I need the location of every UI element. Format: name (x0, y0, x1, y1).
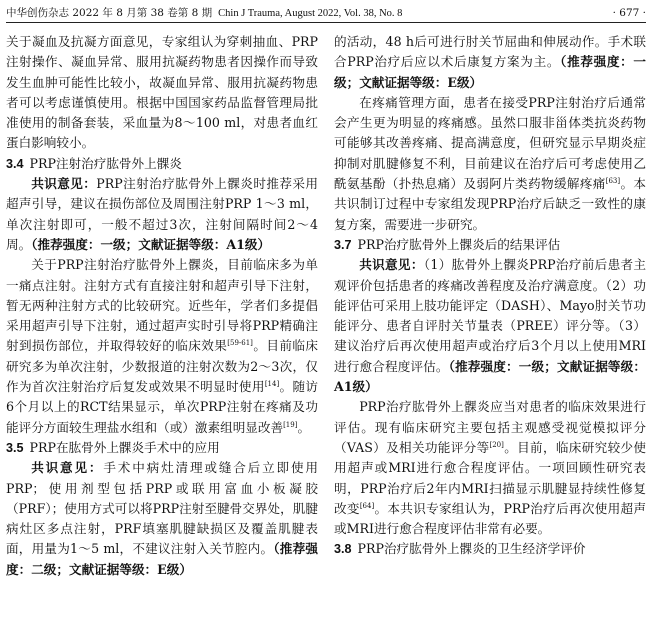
recommendation-strength: （推荐强度：一级；文献证据等级：E级） (334, 54, 647, 90)
section-heading-3-7 (334, 235, 646, 255)
right-column (334, 32, 646, 560)
consensus-paragraph-3-4 (6, 174, 318, 255)
consensus-lead: 共识意见： (31, 460, 104, 476)
section-title: PRP治疗肱骨外上髁炎的卫生经济学评价 (357, 541, 586, 557)
journal-name-cn: 中华创伤杂志 2022 年 8 月第 38 卷第 8 期 (6, 7, 213, 19)
consensus-text: （1）肱骨外上髁炎PRP治疗前后患者主观评价包括患者的疼痛改善程度及治疗满意度。（2）功能评估可采用上肢功能评定（DASH）、Mayo肘关节功能评分、患者自评肘关节量表（PREE）评分等。（3）建议治疗后再次使用超声或治疗后3个月以上使用MRI进行愈合程度评估。 (334, 257, 646, 374)
paragraph-coagulation: 关于凝血及抗凝方面意见，专家组认为穿刺抽血、PRP注射操作、凝血异常、服用抗凝药物患者因操作而导致发生血肿可能性比较小，故凝血异常、服用抗凝药物患者可以考虑谨慎使用。根据中国国家药品监督管理局批准使用的制备套装，采血量为8～100 ml，对患者血红蛋白影响较小。 (6, 34, 318, 151)
text-run: 。目前临床研究多为单次注射，少数报道的注射次数为2～3次，仅作为首次注射治疗后复发或效果不明显时使用 (6, 338, 318, 395)
section-number: 3.5 (6, 440, 24, 455)
text-run: 关于PRP注射治疗肱骨外上髁炎，目前临床多为单一痛点注射。注射方式有直接注射和超声引导下注射，暂无两种注射方式的比较研究。近些年，学者们多提倡采用超声引导下注射，通过超声实时引导将PRP精确注射到损伤部位，并取得较好的临床效果 (6, 257, 318, 354)
journal-name-en: Chin J Trauma, August 2022, Vol. 38, No. 8 (218, 8, 403, 19)
text-run: 。目前，临床研究较少使用超声或MRI进行愈合程度评估。一项回顾性研究表明，PRP治疗后2年内MRI扫描显示肌腱显持续性修复改变 (334, 439, 647, 516)
paragraph-pain-management (334, 93, 646, 235)
citation-ref[interactable]: [14] (264, 379, 280, 388)
text-run: PRP治疗肱骨外上髁炎应当对患者的临床效果进行评估。现有临床研究主要包括主观感受视觉模拟评分（VAS）及相关功能评分等 (334, 399, 646, 455)
citation-ref[interactable]: [63] (605, 176, 621, 185)
paragraph-outcome-evaluation (334, 397, 646, 539)
section-heading-3-8 (334, 539, 646, 559)
consensus-text: PRP注射治疗肱骨外上髁炎时推荐采用超声引导，建议在损伤部位及周围注射PRP 1～3 ml，单次注射即可，一般不超过3次，注射间隔时间2～4周。 (6, 176, 318, 252)
consensus-paragraph-3-7 (334, 255, 646, 397)
section-title: PRP在肱骨外上髁炎手术中的应用 (29, 439, 220, 455)
section-heading-3-4 (6, 154, 318, 174)
recommendation-strength: （推荐强度：二级；文献证据等级：E级） (6, 541, 318, 577)
section-title: PRP注射治疗肱骨外上髁炎 (29, 155, 182, 171)
citation-ref[interactable]: [20] (489, 440, 504, 449)
paragraph-injection-method (6, 255, 318, 438)
section-number: 3.4 (6, 156, 24, 171)
text-run: 。本共识制订过程中专家组发现PRP治疗后缺乏一致性的康复方案，需要进一步研究。 (334, 176, 647, 232)
consensus-lead: 共识意见： (31, 176, 97, 192)
section-number: 3.7 (334, 237, 352, 252)
text-run: 在疼痛管理方面，患者在接受PRP注射治疗后通常会产生更为明显的疼痛感。虽然口服非甾体类抗炎药物可能够其改善疼痛、提高满意度，但研究显示早期炎症抑制对肌腱修复不利，目前建议在治疗后可考虑使用乙酰氨基酚（扑热息痛）及弱阿片类药物缓解疼痛 (334, 94, 646, 192)
text-run: 。随访6个月以上的RCT结果显示，单次PRP注射在疼痛及功能评分方面较生理盐水组和（或）激素组明显改善 (6, 379, 319, 435)
consensus-paragraph-3-5 (6, 458, 318, 580)
citation-ref[interactable]: [19] (283, 420, 298, 429)
page-number: · 677 · (612, 7, 646, 19)
journal-citation (6, 4, 402, 23)
consensus-lead: 共识意见： (359, 257, 424, 273)
recommendation-strength: （推荐强度：一级；文献证据等级：A1级） (334, 358, 646, 395)
citation-ref[interactable]: [59-61] (227, 339, 253, 348)
left-column (6, 32, 318, 580)
section-title: PRP治疗肱骨外上髁炎后的结果评估 (357, 236, 561, 252)
text-run: 。本共识专家组认为，PRP治疗后再次使用超声或MRI进行愈合程度评估非常有必要。 (334, 500, 647, 537)
paragraph-postop-activity (334, 32, 646, 93)
recommendation-strength: （推荐强度：一级；文献证据等级：A1级） (31, 236, 271, 252)
header-rule (6, 22, 646, 23)
text-run: 。 (297, 419, 311, 435)
consensus-text: 手术中病灶清理或缝合后立即使用PRP；使用剂型包括PRP或联用富血小板凝胶（PRF）；使用方式可以将PRP注射至腱骨交界处，肌腱病灶区多点注射，PRF填塞肌腱缺损区及覆盖肌腱表面，用量为1～5 ml，不建议注射入关节腔内。 (6, 460, 319, 557)
text-run: 的活动，48 h后可进行肘关节屈曲和伸展动作。手术联合PRP治疗后应以术后康复方案为主。 (334, 34, 646, 70)
section-heading-3-5 (6, 438, 318, 458)
running-header (6, 4, 646, 22)
section-number: 3.8 (334, 542, 352, 557)
citation-ref[interactable]: [64] (359, 501, 375, 510)
